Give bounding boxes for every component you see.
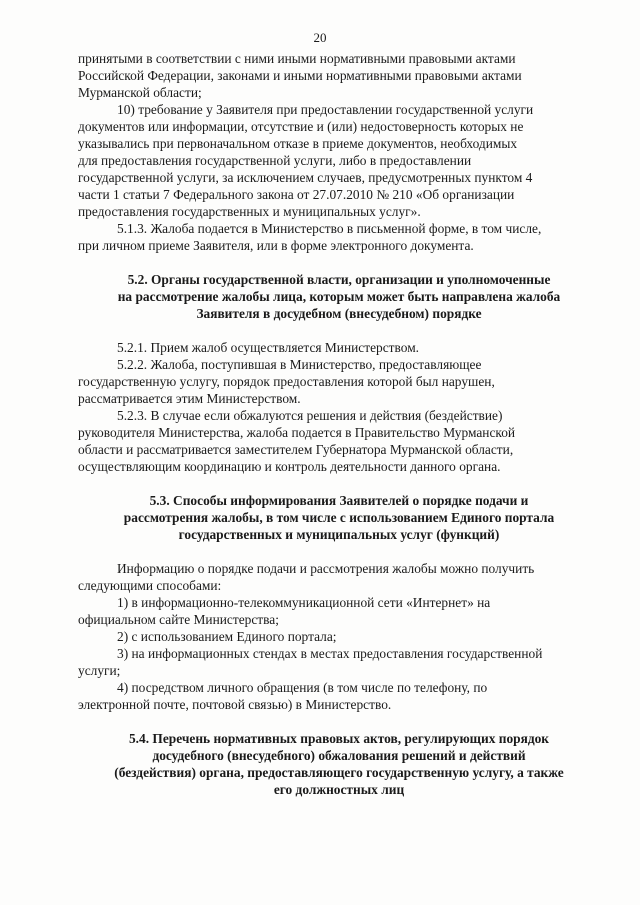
text-line: документов или информации, отсутствие и (или) недостоверность которых не [78,119,524,134]
text-line: для предоставления государственной услуги, либо в предоставлении [78,153,472,168]
paragraph [78,594,600,628]
text-line: при личном приеме Заявителя, или в форме электронного документа. [78,238,474,253]
heading-line: его должностных лиц [273,782,405,797]
heading-line: на рассмотрение жалобы лица, которым может быть направлена жалоба [117,289,561,304]
page-number: 20 [313,30,327,45]
text-line: 5.2.1. Прием жалоб осуществляется Министерством. [117,340,420,355]
heading-line: 5.3. Способы информирования Заявителей о порядке подачи и [149,493,529,508]
paragraph [78,339,600,356]
heading-line: государственных и муниципальных услуг (функций) [178,527,500,542]
text-line: Информацию о порядке подачи и рассмотрения жалобы можно получить [117,561,535,576]
text-line: 2) с использованием Единого портала; [117,629,337,644]
spacer [78,713,600,730]
text-line: официальном сайте Министерства; [78,612,279,627]
text-line: следующими способами: [78,578,222,593]
text-line: 4) посредством личного обращения (в том числе по телефону, по [117,680,488,695]
paragraph [78,50,600,101]
heading-line: (бездействия) органа, предоставляющего государственную услугу, а также [114,765,564,780]
heading-line: досудебного (внесудебного) обжалования решений и действий [152,748,526,763]
heading-line: рассмотрения жалобы, в том числе с использованием Единого портала [123,510,555,525]
heading-line: 5.4. Перечень нормативных правовых актов, регулирующих порядок [128,731,550,746]
text-line: государственной услуги, за исключением случаев, предусмотренных пунктом 4 [78,170,533,185]
paragraph [78,645,600,679]
text-line: Российской Федерации, законами и иными нормативными правовыми актами [78,68,522,83]
text-line: 5.2.3. В случае если обжалуются решения и действия (бездействие) [117,408,503,423]
text-line: области и рассматривается заместителем Губернатора Мурманской области, [78,442,514,457]
text-line: предоставления государственных и муниципальных услуг». [78,204,421,219]
text-line: 5.1.3. Жалоба подается в Министерство в письменной форме, в том числе, [117,221,542,236]
text-line: государственную услугу, порядок предоставления которой был нарушен, [78,374,495,389]
text-line: рассматривается этим Министерством. [78,391,301,406]
section-heading [78,271,600,322]
spacer [78,475,600,492]
paragraph [78,407,600,475]
text-line: услуги; [78,663,121,678]
heading-line: Заявителя в досудебном (внесудебном) порядке [196,306,482,321]
spacer [78,543,600,560]
spacer [78,322,600,339]
paragraph [78,356,600,407]
section-heading [78,730,600,798]
text-line: указывались при первоначальном отказе в приеме документов, необходимых [78,136,518,151]
document-body [78,50,600,798]
paragraph [78,628,600,645]
text-line: 5.2.2. Жалоба, поступившая в Министерство, предоставляющее [117,357,482,372]
spacer [78,254,600,271]
text-line: 3) на информационных стендах в местах предоставления государственной [117,646,543,661]
paragraph [78,679,600,713]
text-line: 1) в информационно-телекоммуникационной сети «Интернет» на [117,595,491,610]
text-line: Мурманской области; [78,85,202,100]
paragraph [78,101,600,220]
heading-line: 5.2. Органы государственной власти, организации и уполномоченные [127,272,551,287]
text-line: 10) требование у Заявителя при предоставлении государственной услуги [117,102,534,117]
section-heading [78,492,600,543]
text-line: электронной почте, почтовой связью) в Министерство. [78,697,392,712]
text-line: принятыми в соответствии с ними иными нормативными правовыми актами [78,51,516,66]
text-line: осуществляющим координацию и контроль деятельности данного органа. [78,459,501,474]
text-line: части 1 статьи 7 Федерального закона от 27.07.2010 № 210 «Об организации [78,187,515,202]
text-line: руководителя Министерства, жалоба подается в Правительство Мурманской [78,425,516,440]
paragraph [78,560,600,594]
paragraph [78,220,600,254]
